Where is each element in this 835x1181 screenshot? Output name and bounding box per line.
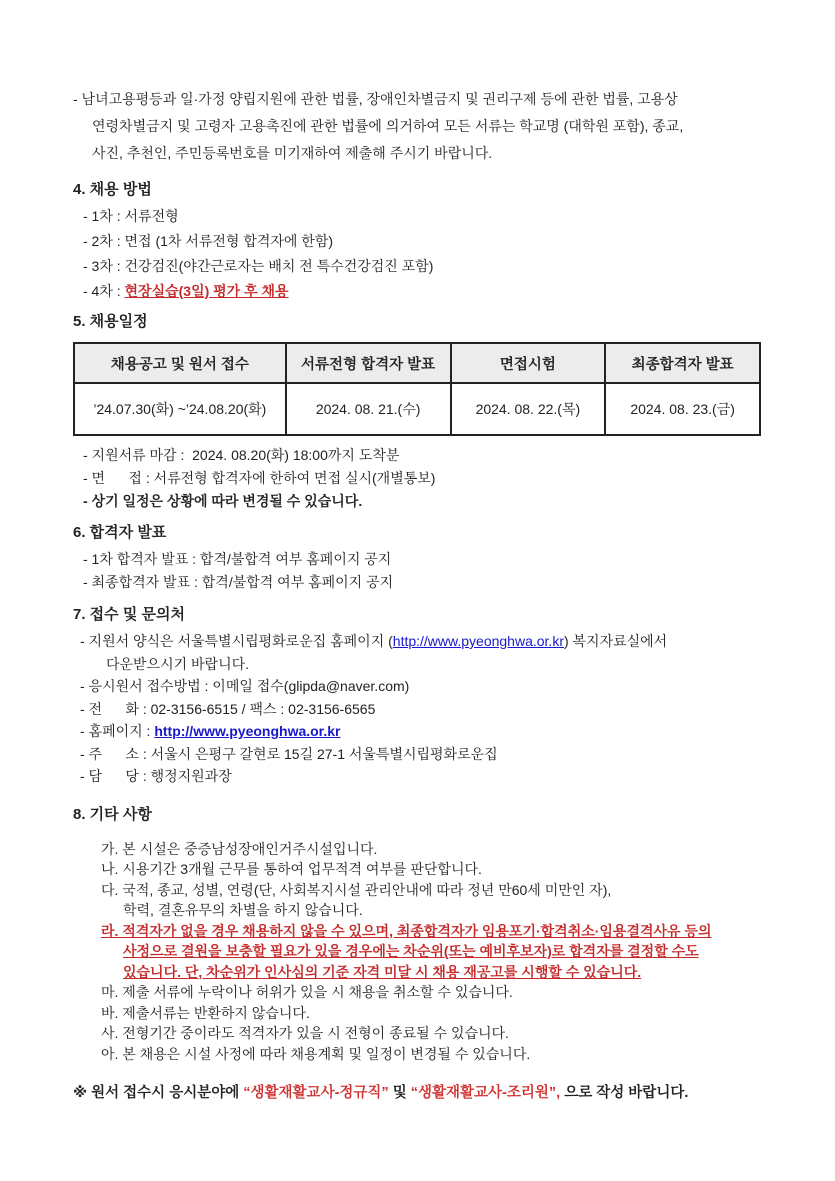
recruitment-step-1: - 1차 : 서류전형: [83, 208, 179, 224]
step-4-highlight: 현장실습(3일) 평가 후 채용: [124, 283, 289, 299]
schedule-header-final-result: 최종합격자 발표: [605, 343, 760, 383]
footer-field-cook: “생활재활교사-조리원”,: [410, 1085, 561, 1101]
step-4-prefix: - 4차 :: [83, 283, 125, 299]
contact-form-download: [80, 630, 770, 653]
contact-phone-fax: - 전 화 : 02-3156-6515 / 팩스 : 02-3156-6565: [80, 700, 376, 717]
other-item-na: 나. 시용기간 3개월 근무를 통하여 업무적격 여부를 판단합니다.: [101, 861, 482, 877]
contact-form-download-line2: 다운받으시기 바랍니다.: [106, 655, 250, 672]
result-final: - 최종합격자 발표 : 합격/불합격 여부 홈페이지 공지: [83, 574, 394, 590]
schedule-header-interview: 면접시험: [451, 343, 606, 383]
result-items: [73, 548, 770, 594]
schedule-header-apply: 채용공고 및 원서 접수: [74, 343, 286, 383]
contact-address: - 주 소 : 서울시 은평구 갈현로 15길 27-1 서울특별시립평화로운집: [80, 745, 498, 762]
homepage-label: - 홈페이지 :: [80, 723, 155, 739]
schedule-value-row: [74, 383, 760, 435]
intro-line: 연령차별금지 및 고령자 고용촉진에 관한 법률에 의거하여 모든 서류는 학교명 (대학원 포함), 종교,: [92, 118, 684, 134]
contact-person: - 담 당 : 행정지원과장: [80, 768, 232, 784]
document-content: [73, 86, 770, 1104]
homepage-link[interactable]: http://www.pyeonghwa.or.kr: [392, 633, 564, 649]
section-contact: [73, 604, 770, 788]
section-recruitment-method: [73, 179, 770, 304]
section-6-title: 6. 합격자 발표: [73, 524, 167, 541]
section-recruitment-schedule: [73, 311, 770, 513]
schedule-header-document-result: 서류전형 합격자 발표: [286, 343, 451, 383]
other-item-da-line2: 학력, 결혼유무의 차별을 하지 않습니다.: [123, 902, 363, 918]
schedule-value-document-result: 2024. 08. 21.(수): [286, 383, 451, 435]
section-5-title: 5. 채용일정: [73, 313, 148, 330]
other-item-a: 아. 본 채용은 시설 사정에 따라 채용계획 및 일정이 변경될 수 있습니다.: [101, 1045, 531, 1062]
contact-items: [73, 630, 770, 788]
contact-email: - 응시원서 접수방법 : 이메일 접수(glipda@naver.com): [80, 678, 410, 694]
footer-text: ※ 원서 접수시 응시분야에: [73, 1085, 244, 1101]
intro-paragraph: [73, 86, 770, 167]
other-item-ga: 가. 본 시설은 중증남성장애인거주시설입니다.: [101, 840, 378, 857]
other-item-ra-highlight: 라. 적격자가 없을 경우 채용하지 않을 수 있으며, 최종합격자가 임용포기·합격취소·임용결격사유 등의: [101, 922, 712, 939]
section-result-announcement: [73, 522, 770, 594]
footer-text: 으로 작성 바랍니다.: [560, 1085, 689, 1101]
result-first-round: - 1차 합격자 발표 : 합격/불합격 여부 홈페이지 공지: [83, 551, 392, 567]
schedule-value-final-result: 2024. 08. 23.(금): [605, 383, 760, 435]
recruitment-step-3: - 3차 : 건강검진(야간근로자는 배치 전 특수건강검진 포함): [83, 258, 434, 274]
schedule-note-change: - 상기 일정은 상황에 따라 변경될 수 있습니다.: [83, 493, 363, 509]
form-download-prefix: - 지원서 양식은 서울특별시립평화로운집 홈페이지 (: [80, 633, 393, 649]
other-item-sa: 사. 전형기간 중이라도 적격자가 있을 시 전형이 종료될 수 있습니다.: [101, 1025, 509, 1041]
section-7-title: 7. 접수 및 문의처: [73, 606, 185, 623]
contact-homepage: [80, 720, 770, 743]
other-item-ba: 바. 제출서류는 반환하지 않습니다.: [101, 1004, 310, 1021]
homepage-link-bold[interactable]: http://www.pyeonghwa.or.kr: [154, 723, 341, 739]
section-other-matters: [73, 804, 770, 1065]
application-field-note: [73, 1082, 770, 1104]
footer-field-regular: “생활재활교사-정규직”: [243, 1085, 389, 1101]
other-item-ra-highlight: 있습니다. 단, 차순위가 인사심의 기준 자격 미달 시 채용 재공고를 시행할 수 있습니다.: [123, 963, 642, 980]
other-matter-items: [73, 839, 770, 1065]
schedule-note-deadline: - 지원서류 마감 : 2024. 08.20(화) 18:00까지 도착분: [83, 447, 400, 463]
schedule-header-row: [74, 343, 760, 383]
recruitment-step-2: - 2차 : 면접 (1차 서류전형 합격자에 한함): [83, 233, 334, 249]
intro-line: - 남녀고용평등과 일·가정 양립지원에 관한 법률, 장애인차별금지 및 권리구제 등에 관한 법률, 고용상: [73, 91, 678, 107]
form-download-suffix: ) 복지자료실에서: [563, 633, 668, 649]
intro-line: 사진, 추천인, 주민등록번호를 미기재하여 제출해 주시기 바랍니다.: [92, 145, 493, 161]
schedule-table: [73, 342, 761, 436]
other-item-ra-highlight: 사정으로 결원을 보충할 필요가 있을 경우에는 차순위(또는 예비후보자)로 합격자를 결정할 수도: [123, 943, 699, 959]
schedule-value-interview: 2024. 08. 22.(목): [451, 383, 606, 435]
recruitment-step-4: [83, 279, 770, 304]
section-4-title: 4. 채용 방법: [73, 181, 152, 198]
section-8-title: 8. 기타 사항: [73, 805, 152, 823]
recruitment-steps: [73, 204, 770, 304]
schedule-note-interview: - 면 접 : 서류전형 합격자에 한하여 면접 실시(개별통보): [83, 470, 436, 486]
schedule-notes: [73, 444, 770, 513]
other-item-ma: 마. 제출 서류에 누락이나 허위가 있을 시 채용을 취소할 수 있습니다.: [101, 984, 513, 1000]
schedule-value-apply: ’24.07.30(화) ~’24.08.20(화): [74, 383, 286, 435]
footer-text: 및: [388, 1085, 411, 1101]
other-item-da: 다. 국적, 종교, 성별, 연령(단, 사회복지시설 관리안내에 따라 정년 만60세 미만인 자),: [101, 881, 612, 898]
